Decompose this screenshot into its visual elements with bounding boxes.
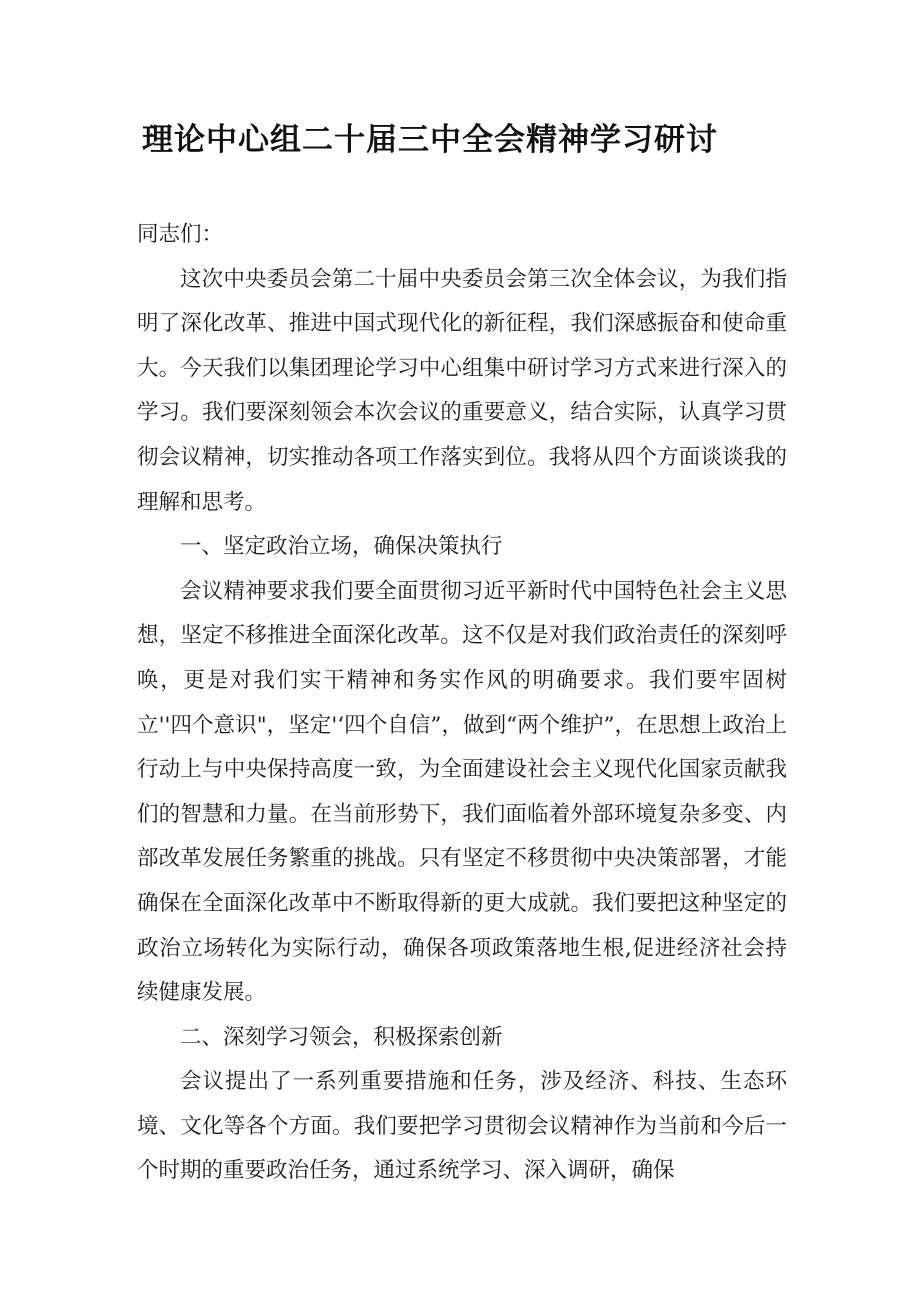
paragraph-intro: 这次中央委员会第二十届中央委员会第三次全体会议，为我们指明了深化改革、推进中国式现代化的新征程，我们深感振奋和使命重大。今天我们以集团理论学习中心组集中研讨学习方式来进行深入的学习。我们要深刻领会本次会议的重要意义，结合实际，认真学习贯彻会议精神，切实推动各项工作落实到位。我将从四个方面谈谈我的理解和思考。 (137, 266, 787, 515)
salutation: 同志们： (137, 222, 224, 247)
document-title: 理论中心组二十届三中全会精神学习研讨 (142, 122, 718, 158)
document-body (137, 213, 787, 1194)
paragraph-section-2: 会议提出了一系列重要措施和任务，涉及经济、科技、生态环境、文化等各个方面。我们要把学习贯彻会议精神作为当前和今后一个时期的重要政治任务，通过系统学习、深入调研，确保 (137, 1069, 787, 1184)
paragraph-section-1: 会议精神要求我们要全面贯彻习近平新时代中国特色社会主义思想，坚定不移推进全面深化改革。这不仅是对我们政治责任的深刻呼唤，更是对我们实干精神和务实作风的明确要求。我们要牢固树立''四个意识"，坚定'‘四个自信”，做到“两个维护”，在思想上政治上行动上与中央保持高度一致，为全面建设社会主义现代化国家贡献我们的智慧和力量。在当前形势下，我们面临着外部环境复杂多变、内部改革发展任务繁重的挑战。只有坚定不移贯彻中央决策部署，才能确保在全面深化改革中不断取得新的更大成就。我们要把这种坚定的政治立场转化为实际行动，确保各项政策落地生根,促进经济社会持续健康发展。 (137, 578, 787, 1006)
section-heading-2: 二、深刻学习领会，积极探索创新 (180, 1024, 503, 1050)
section-heading-1: 一、坚定政治立场，确保决策执行 (180, 534, 503, 560)
